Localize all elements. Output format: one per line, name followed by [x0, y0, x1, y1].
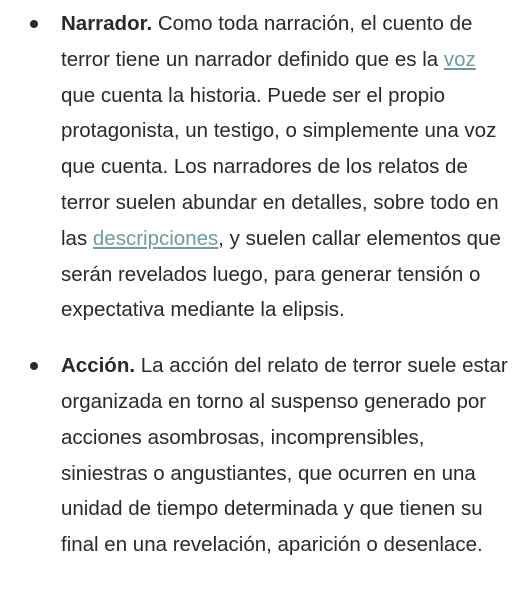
bullet-icon	[30, 362, 38, 370]
item-text: que cuenta la historia. Puede ser el propio protagonista, un testigo, o simplemente una voz que cuenta. Los narradores de los relatos de terror suelen abundar en detalles, sobre todo en las	[61, 83, 499, 250]
item-text: Como toda narración, el cuento de terror tiene un narrador definido que es la	[61, 12, 473, 71]
item-text: , y suelen callar elementos que serán revelados luego, para generar tensión o expectativa mediante la elipsis.	[61, 226, 501, 322]
item-term: Acción.	[61, 354, 136, 378]
item-term: Narrador.	[61, 12, 153, 35]
link-descripciones[interactable]: descripciones	[92, 226, 219, 250]
item-text: La acción del relato de terror suele estar organizada en torno al suspenso generado por acciones asombrosas, incomprensibles, siniestras o angustiantes, que ocurren en una unidad de tiempo determinada y que tienen su final en una revelación, aparición o desenlace.	[61, 354, 508, 557]
bullet-list	[28, 6, 510, 563]
bullet-icon	[30, 20, 38, 28]
list-item-accion	[28, 348, 510, 563]
list-item-narrador	[28, 6, 510, 328]
link-voz[interactable]: voz	[443, 47, 476, 71]
